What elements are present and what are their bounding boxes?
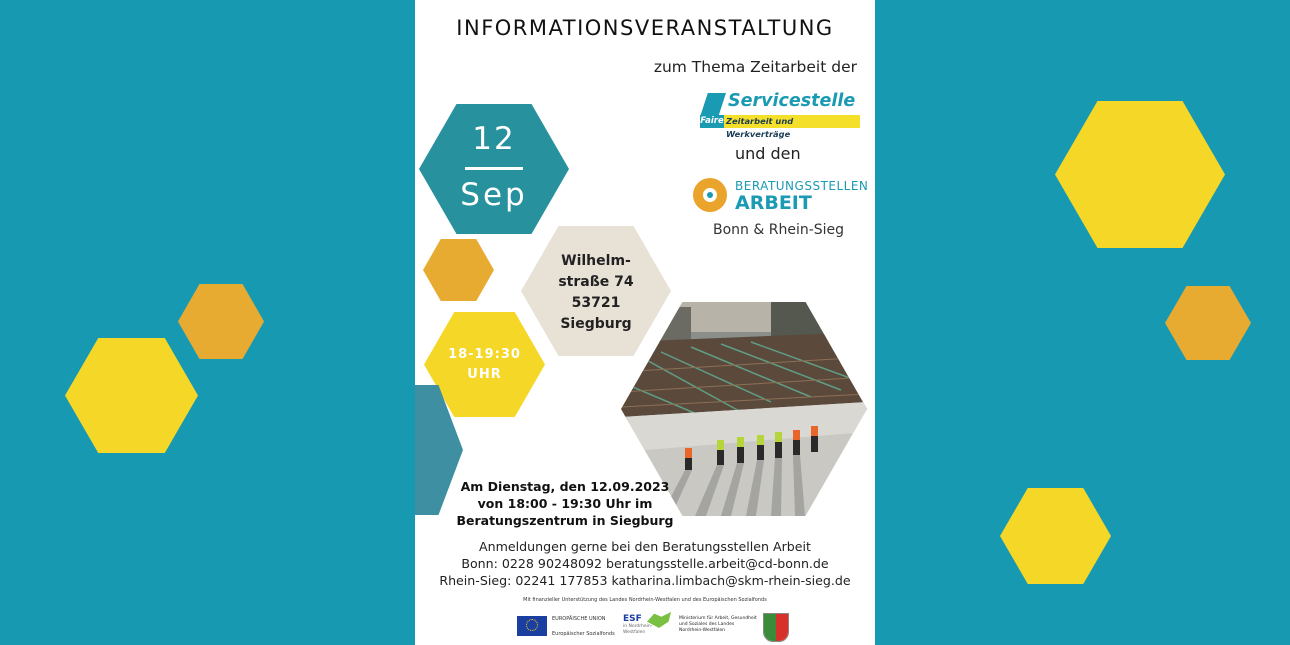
region-text: Bonn & Rhein-Sieg (713, 222, 845, 238)
poster-subtitle: zum Thema Zeitarbeit der (653, 58, 857, 76)
servicestelle-sub: Zeitarbeit und Werkverträge (726, 116, 794, 139)
time-line: 18-19:30 (448, 347, 521, 362)
beratung-line2: ARBEIT (735, 192, 812, 214)
time-line: UHR (467, 367, 502, 382)
esf-fund-label: Europäischer Sozialfonds (552, 631, 615, 637)
address-line: straße 74 (558, 274, 634, 290)
bg-hex-yellow-right-top (1055, 101, 1225, 248)
bg-hex-orange-right (1165, 286, 1251, 360)
date-day: 12 (472, 121, 516, 157)
bg-hex-orange-left (178, 284, 264, 359)
address-line: Siegburg (560, 316, 632, 332)
date-divider (465, 167, 523, 170)
event-details (435, 478, 695, 529)
servicestelle-word: Servicestelle (728, 91, 856, 111)
event-line: Beratungszentrum in Siegburg (456, 513, 674, 528)
address-line: 53721 (571, 295, 621, 311)
event-line: Am Dienstag, den 12.09.2023 (460, 479, 670, 494)
beratungsstellen-logo (693, 176, 869, 216)
event-line: von 18:00 - 19:30 Uhr im (477, 496, 653, 511)
servicestelle-mark-icon (700, 93, 726, 117)
nrw-crest-icon (763, 613, 789, 642)
date-month: Sep (460, 177, 528, 213)
registration-info (415, 538, 875, 589)
esf-logo: ESF (623, 614, 642, 624)
bg-hex-yellow-left (65, 338, 198, 453)
esf-sub-label: in Nordrhein-Westfalen (623, 624, 653, 635)
poster-title: INFORMATIONSVERANSTALTUNG (456, 16, 834, 40)
beratung-line1: BERATUNGSSTELLEN (735, 179, 869, 193)
eu-flag-icon (517, 616, 547, 636)
orange-hexagon (423, 239, 494, 301)
eu-label: EUROPÄISCHE UNION (552, 616, 606, 622)
bg-hex-yellow-right-bottom (1000, 488, 1111, 584)
address-line: Wilhelm- (561, 253, 631, 269)
time-text (424, 345, 545, 385)
servicestelle-logo (700, 91, 860, 139)
registration-line: Bonn: 0228 90248092 beratungsstelle.arbeit@cd-bonn.de (461, 556, 829, 571)
ministry-label: Ministerium für Arbeit, Gesundheit und Soziales des Landes Nordrhein-Westfalen (679, 616, 757, 633)
servicestelle-faire: Faire (700, 116, 724, 126)
address-text (521, 251, 671, 335)
registration-line: Rhein-Sieg: 02241 177853 katharina.limbach@skm-rhein-sieg.de (439, 573, 851, 588)
funding-logos (517, 612, 797, 642)
registration-line: Anmeldungen gerne bei den Beratungsstellen Arbeit (479, 539, 811, 554)
und-den-text: und den (735, 144, 801, 163)
funding-note: Mit finanzieller Unterstützung des Landes Nordrhein-Westfalen und des Europäischen Sozialfonds (523, 597, 767, 603)
event-poster (415, 0, 875, 645)
servicestelle-bar (700, 115, 860, 139)
beratung-speech-icon (693, 178, 727, 212)
